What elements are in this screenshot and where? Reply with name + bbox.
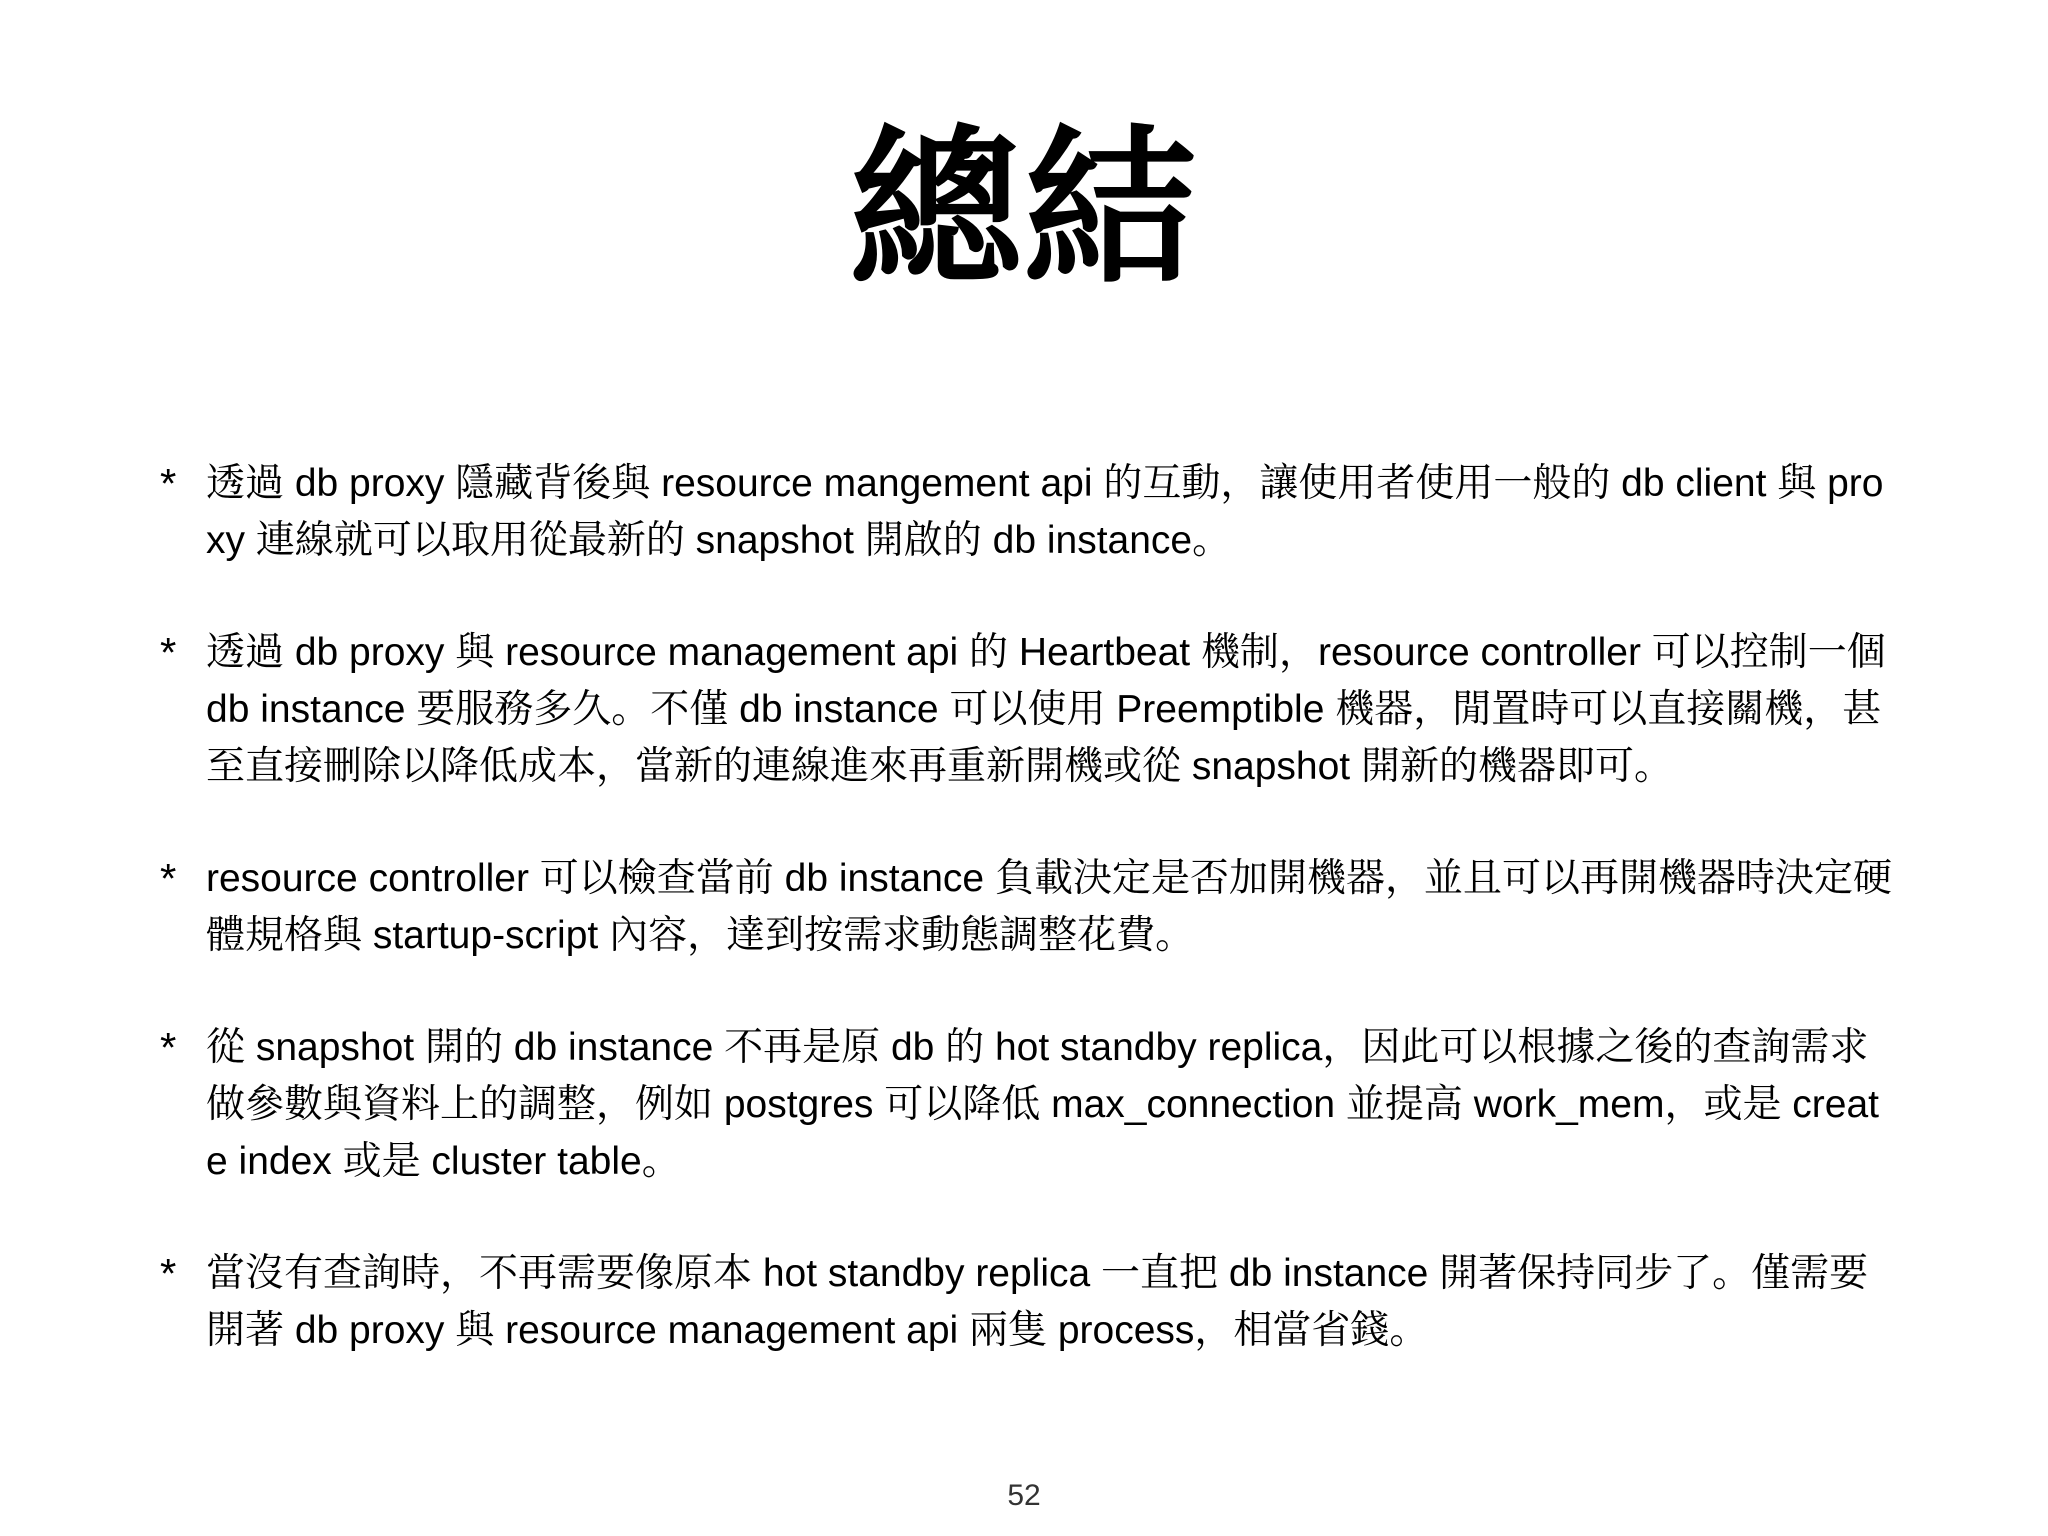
bullet-marker: * [160, 1024, 177, 1071]
slide-title: 總結 [850, 109, 1198, 310]
bullet-marker: * [160, 460, 177, 507]
bullet-item [160, 455, 1900, 569]
bullet-marker: * [160, 855, 177, 902]
bullet-text: resource controller 可以檢查當前 db instance 負載決定是否加開機器，並且可以再開機器時決定硬體規格與 startup-script 內容，達到按需求動態調整花費。 [206, 857, 1892, 957]
bullet-text: 透過 db proxy 隱藏背後與 resource mangement api 的互動，讓使用者使用一般的 db client 與 proxy 連線就可以取用從最新的 snapshot 開啟的 db instance。 [206, 462, 1884, 562]
bullet-text: 從 snapshot 開的 db instance 不再是原 db 的 hot standby replica，因此可以根據之後的查詢需求做參數與資料上的調整，例如 postgres 可以降低 max_connection 並提高 work_mem，或是 create index 或是 cluster table。 [206, 1026, 1880, 1183]
bullet-text: 當沒有查詢時，不再需要像原本 hot standby replica 一直把 db instance 開著保持同步了。僅需要開著 db proxy 與 resource management api 兩隻 process，相當省錢。 [206, 1252, 1869, 1352]
page-number: 52 [1007, 1479, 1041, 1512]
bullet-item [160, 1245, 1900, 1359]
bullet-marker: * [160, 1250, 177, 1297]
bullet-marker: * [160, 629, 177, 676]
bullet-list [160, 455, 1900, 1414]
bullet-text: 透過 db proxy 與 resource management api 的 Heartbeat 機制，resource controller 可以控制一個 db instance 要服務多久。不僅 db instance 可以使用 Preemptible 機器，閒置時可以直接關機，甚至直接刪除以降低成本，當新的連線進來再重新開機或從 snapshot 開新的機器即可。 [206, 631, 1886, 788]
bullet-item [160, 1019, 1900, 1190]
bullet-item [160, 624, 1900, 795]
bullet-item [160, 850, 1900, 964]
